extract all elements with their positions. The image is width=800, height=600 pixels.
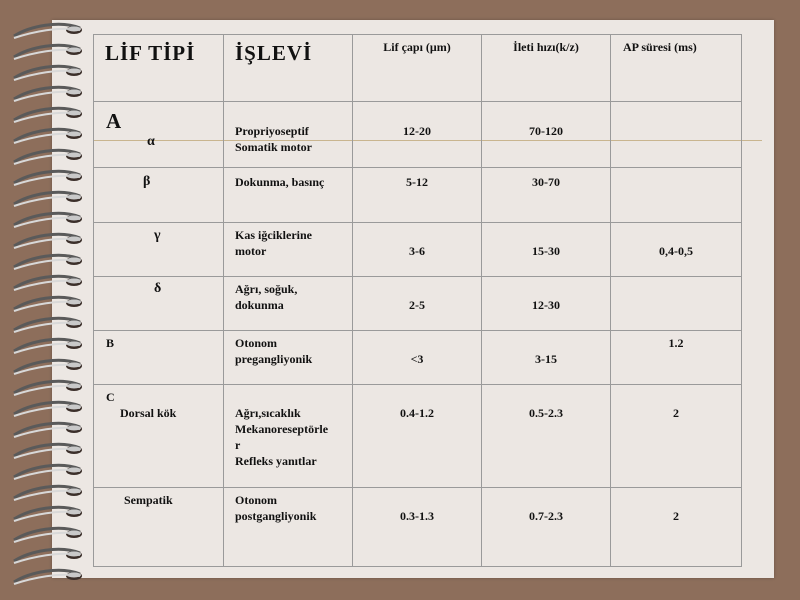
table-row bbox=[94, 385, 742, 488]
function-line: Otonom bbox=[235, 336, 277, 350]
fiber-type-sub: β bbox=[143, 174, 151, 189]
speed-value: 3-15 bbox=[535, 352, 557, 366]
function-line: Ağrı, soğuk, bbox=[235, 282, 298, 296]
diameter-value: 0.3-1.3 bbox=[400, 509, 434, 523]
table-row bbox=[94, 168, 742, 223]
spiral-ring-icon bbox=[14, 276, 82, 290]
spiral-ring-icon bbox=[14, 24, 82, 38]
fiber-type-sub: Dorsal kök bbox=[120, 406, 177, 420]
function-line: Mekanoreseptörle bbox=[235, 422, 329, 436]
spiral-ring-icon bbox=[14, 255, 82, 269]
table-row bbox=[94, 488, 742, 567]
spiral-ring-icon bbox=[14, 45, 82, 59]
spiral-ring-icon bbox=[14, 213, 82, 227]
header-row bbox=[94, 35, 742, 102]
function-line: postgangliyonik bbox=[235, 509, 317, 523]
function-line: Somatik motor bbox=[235, 140, 312, 154]
header-ap-duration: AP süresi (ms) bbox=[623, 40, 697, 54]
spiral-ring-icon bbox=[14, 402, 82, 416]
ap-value: 1.2 bbox=[668, 336, 684, 350]
spiral-ring-icon bbox=[14, 444, 82, 458]
diameter-value: 0.4-1.2 bbox=[400, 406, 434, 420]
header-function: İŞLEVİ bbox=[235, 41, 313, 65]
function-line: dokunma bbox=[235, 298, 284, 312]
fiber-type-sub: δ bbox=[154, 281, 162, 296]
function-line: Propriyoseptif bbox=[235, 124, 309, 138]
header-speed: İleti hızı(k/z) bbox=[513, 40, 579, 54]
fiber-type-sub: α bbox=[147, 134, 155, 149]
diameter-value: 5-12 bbox=[406, 175, 428, 189]
fiber-type-main: C bbox=[106, 390, 115, 404]
spiral-ring-icon bbox=[14, 570, 82, 584]
fiber-type-main: A bbox=[106, 109, 123, 133]
ap-value: 2 bbox=[673, 509, 679, 523]
header-diameter: Lif çapı (μm) bbox=[383, 40, 451, 54]
ap-value: 0,4-0,5 bbox=[659, 244, 693, 258]
diameter-value: <3 bbox=[410, 352, 424, 366]
spiral-ring-icon bbox=[14, 318, 82, 332]
nerve-fiber-table bbox=[93, 34, 742, 567]
spiral-ring-icon bbox=[14, 486, 82, 500]
diameter-value: 2-5 bbox=[409, 298, 425, 312]
spiral-ring-icon bbox=[14, 171, 82, 185]
spiral-ring-icon bbox=[14, 507, 82, 521]
speed-value: 0.5-2.3 bbox=[529, 406, 563, 420]
spiral-ring-icon bbox=[14, 465, 82, 479]
table-row bbox=[94, 277, 742, 331]
function-line: Otonom bbox=[235, 493, 277, 507]
header-fiber-type: LİF TİPİ bbox=[105, 41, 196, 65]
spiral-ring-icon bbox=[14, 192, 82, 206]
diameter-value: 3-6 bbox=[409, 244, 425, 258]
spiral-ring-icon bbox=[14, 528, 82, 542]
spiral-ring-icon bbox=[14, 360, 82, 374]
speed-value: 0.7-2.3 bbox=[529, 509, 563, 523]
spiral-ring-icon bbox=[14, 234, 82, 248]
speed-value: 30-70 bbox=[532, 175, 560, 189]
spiral-binding-icon bbox=[0, 0, 100, 600]
function-line: Dokunma, basınç bbox=[235, 175, 325, 189]
spiral-ring-icon bbox=[14, 66, 82, 80]
fiber-type-sub: γ bbox=[154, 228, 161, 243]
fiber-type-sub: Sempatik bbox=[124, 493, 173, 507]
function-line: pregangliyonik bbox=[235, 352, 313, 366]
spiral-ring-icon bbox=[14, 297, 82, 311]
ap-value: 2 bbox=[673, 406, 679, 420]
spiral-ring-icon bbox=[14, 549, 82, 563]
speed-value: 12-30 bbox=[532, 298, 560, 312]
spiral-ring-icon bbox=[14, 150, 82, 164]
table-row bbox=[94, 102, 742, 168]
spiral-ring-icon bbox=[14, 108, 82, 122]
speed-value: 70-120 bbox=[529, 124, 563, 138]
function-line: Kas iğciklerine bbox=[235, 228, 312, 242]
table-row bbox=[94, 223, 742, 277]
spiral-ring-icon bbox=[14, 129, 82, 143]
function-line: r bbox=[235, 438, 241, 452]
function-line: motor bbox=[235, 244, 267, 258]
spiral-ring-icon bbox=[14, 381, 82, 395]
spiral-ring-icon bbox=[14, 339, 82, 353]
speed-value: 15-30 bbox=[532, 244, 560, 258]
fiber-type-main: B bbox=[106, 336, 115, 350]
table-row bbox=[94, 331, 742, 385]
function-line: Ağrı,sıcaklık bbox=[235, 406, 301, 420]
spiral-ring-icon bbox=[14, 87, 82, 101]
diameter-value: 12-20 bbox=[403, 124, 431, 138]
spiral-ring-icon bbox=[14, 423, 82, 437]
function-line: Refleks yanıtlar bbox=[235, 454, 317, 468]
